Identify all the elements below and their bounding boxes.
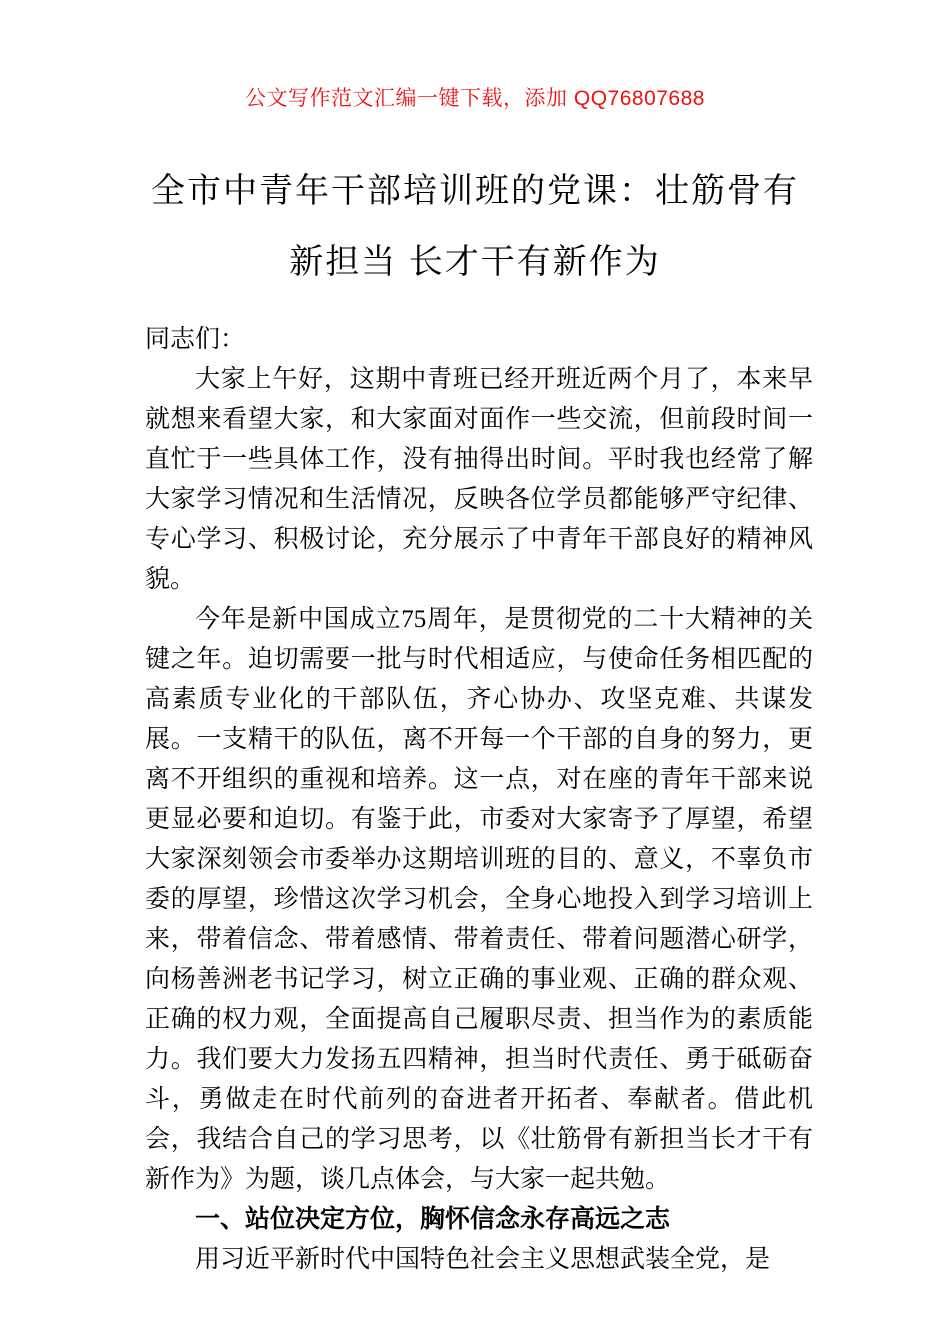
document-title-line-1: 全市中青年干部培训班的党课：壮筋骨有 (151, 172, 799, 210)
paragraph-expectations: 今年是新中国成立75周年，是贯彻党的二十大精神的关键之年。迫切需要一批与时代相适应，与使命任务相匹配的高素质专业化的干部队伍，齐心协办、攻坚克难、共谋发展。一支精干的队伍，离不开每一个干部的自身的努力，更离不开组织的重视和培养。这一点，对在座的青年干部来说更显必要和迫切。有鉴于此，市委对大家寄予了厚望，希望大家深刻领会市委举办这期培训班的目的、意义，不辜负市委的厚望，珍惜这次学习机会，全身心地投入到学习培训上来，带着信念、带着感情、带着责任、带着问题潜心研学，向杨善洲老书记学习，树立正确的事业观、正确的群众观、正确的权力观，全面提高自己履职尽责、担当作为的素质能力。我们要大力发扬五四精神，担当时代责任、勇于砥砺奋斗，勇做走在时代前列的奋进者开拓者、奉献者。借此机会，我结合自己的学习思考，以《壮筋骨有新担当长才干有新作为》为题，谈几点体会，与大家一起共勉。 (145, 606, 813, 1193)
document-title (70, 156, 880, 298)
document-title-line-2: 新担当 长才干有新作为 (289, 243, 661, 281)
document-body (145, 320, 813, 1280)
section-heading-1: 一、站位决定方位，胸怀信念永存高远之志 (195, 1206, 671, 1233)
paragraph-greeting: 大家上午好，这期中青班已经开班近两个月了，本来早就想来看望大家，和大家面对面作一些交流，但前段时间一直忙于一些具体工作，没有抽得出时间。平时我也经常了解大家学习情况和生活情况，反映各位学员都能够严守纪律、专心学习、积极讨论，充分展示了中青年干部良好的精神风貌。 (145, 366, 813, 593)
paragraph-section1-start: 用习近平新时代中国特色社会主义思想武装全党，是 (195, 1246, 771, 1273)
header-notice: 公文写作范文汇编一键下载，添加 QQ76807688 (245, 87, 705, 110)
salutation: 同志们： (145, 326, 246, 353)
